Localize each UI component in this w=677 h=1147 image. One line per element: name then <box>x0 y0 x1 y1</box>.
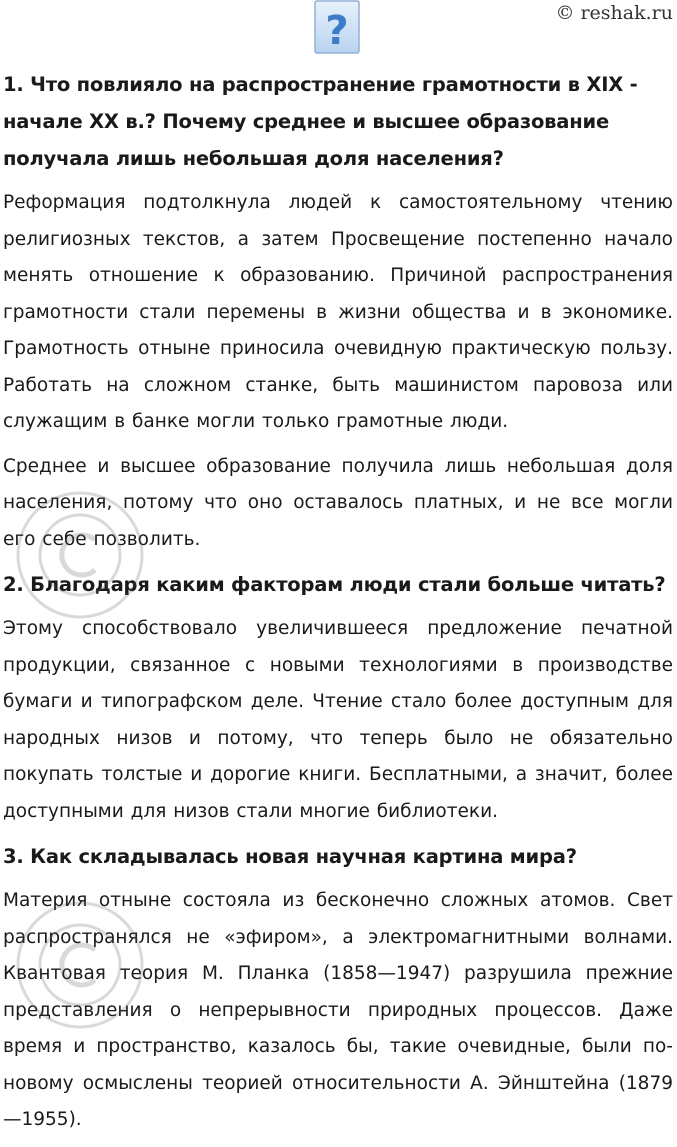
section-1 <box>3 66 673 558</box>
answer-3-paragraph-1: Материя отныне состояла из бесконечно сложных атомов. Свет распространялся не «эфиром», а электромагнитными волнами. Квантовая теория М. Планка (1858—1947) разрушила прежние представления о непрерывности природных процессов. Даже время и пространство, казалось бы, такие очевидные, были по-новому осмыслены теорией относительности А. Эйнштейна (1879—1955). <box>3 890 673 1130</box>
site-watermark: © reshak.ru <box>555 2 673 24</box>
homework-content <box>3 66 673 1147</box>
section-2 <box>3 566 673 830</box>
question-2: 2. Благодаря каким факторам люди стали больше читать? <box>3 573 666 596</box>
answer-2-paragraph-1: Этому способствовало увеличившееся предложение печатной продукции, связанное с новыми технологиями в производстве бумаги и типографском деле. Чтение стало более доступным для народных низов и потому, что теперь было не обязательно покупать толстые и дорогие книги. Бесплатными, а значит, более доступными для низов стали многие библиотеки. <box>3 618 673 822</box>
question-mark-icon <box>314 0 360 54</box>
svg-text:?: ? <box>325 8 349 54</box>
question-1: 1. Что повлияло на распространение грамотности в XIX - начале XX в.? Почему среднее и высшее образование получала лишь небольшая доля населения? <box>3 73 638 170</box>
answer-1-paragraph-2: Среднее и высшее образование получила лишь небольшая доля населения, потому что оно оставалось платных, и не все могли его себе позволить. <box>3 455 673 550</box>
answer-1-paragraph-1: Реформация подтолкнула людей к самостоятельному чтению религиозных текстов, а затем Просвещение постепенно начало менять отношение к образованию. Причиной распространения грамотности стали перемены в жизни общества и в экономике. Грамотность отныне приносила очевидную практическую пользу. Работать на сложном станке, быть машинистом паровоза или служащим в банке могли только грамотные люди. <box>3 192 673 432</box>
section-3 <box>3 838 673 1139</box>
question-3: 3. Как складывалась новая научная картина мира? <box>3 845 577 868</box>
